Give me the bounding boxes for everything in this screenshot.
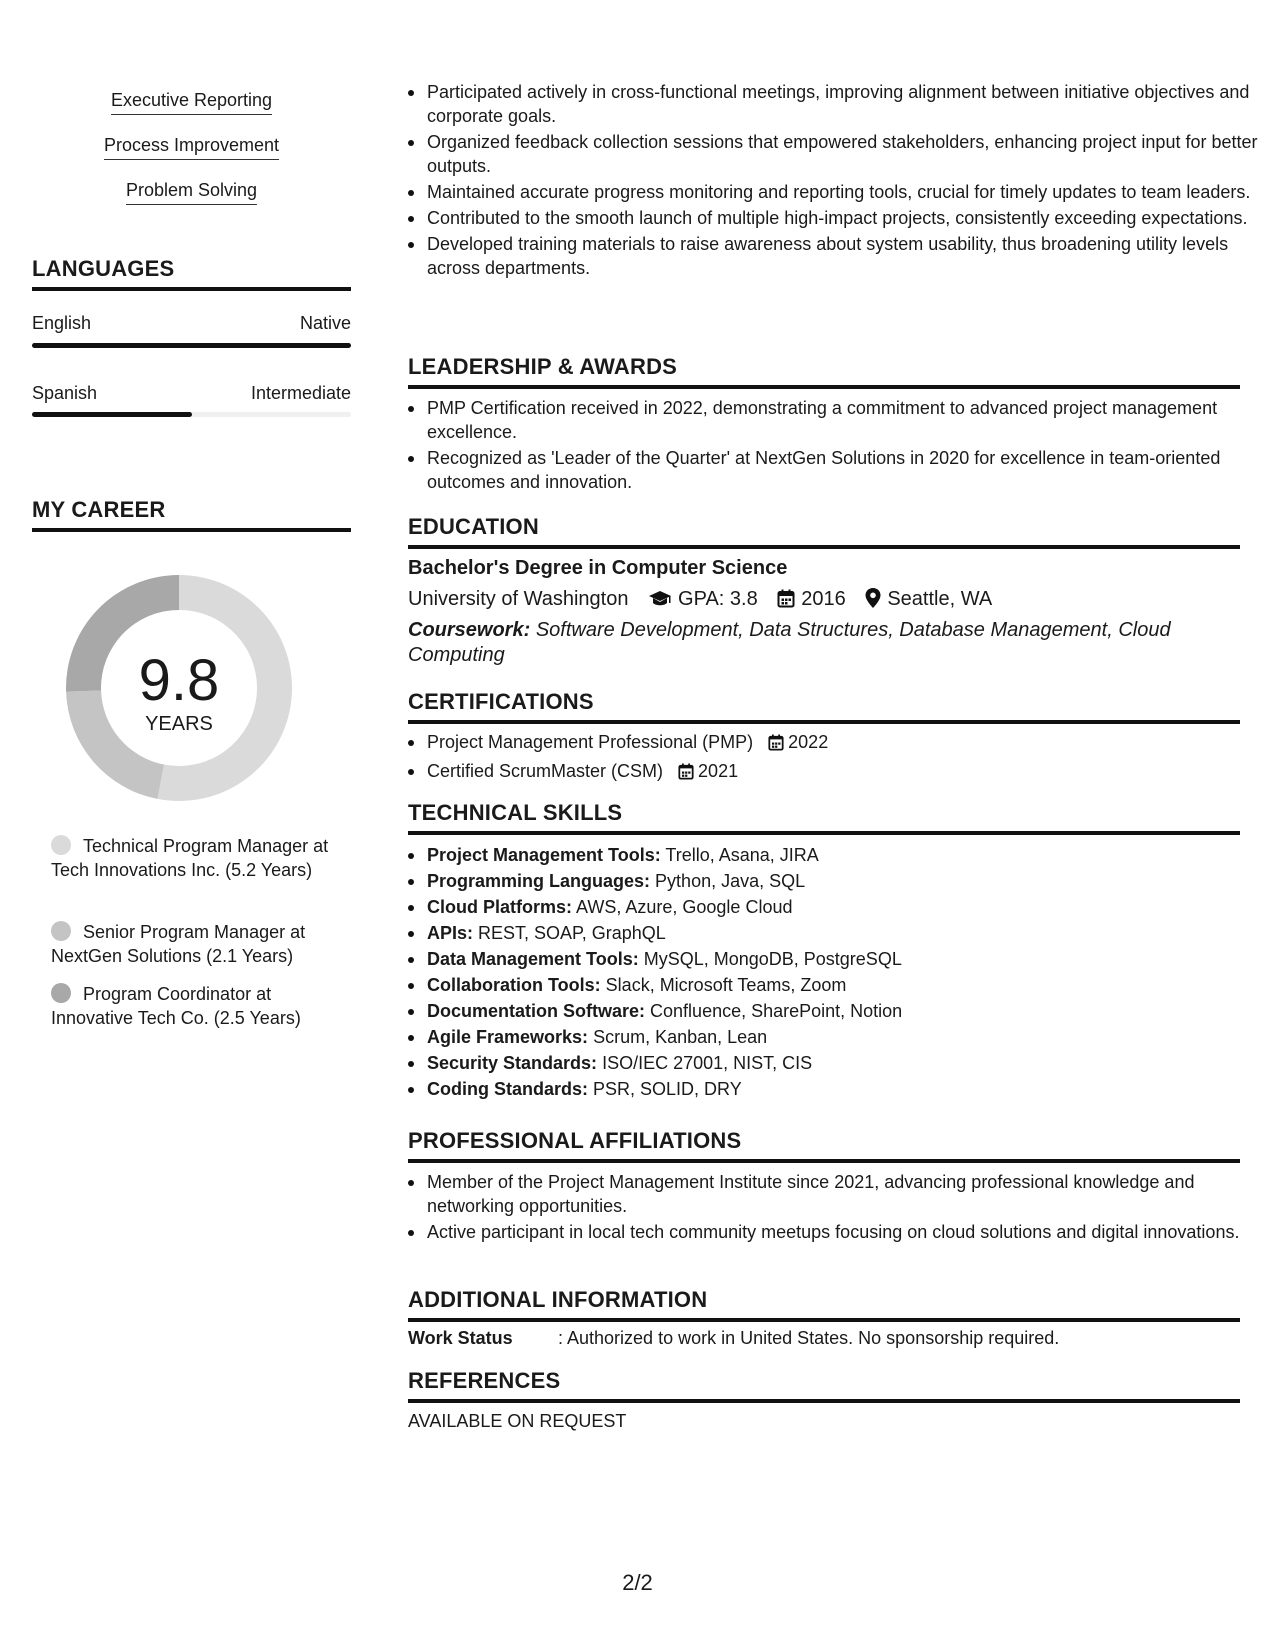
skill-process-improvement[interactable] — [32, 134, 351, 160]
certification-item — [427, 759, 1259, 786]
tech-skill-label: Agile Frameworks: — [427, 1027, 589, 1047]
tech-skill-value: Trello, Asana, JIRA — [665, 845, 819, 865]
tech-skill-item — [427, 1051, 1259, 1075]
career-donut-chart — [66, 575, 292, 801]
tech-skill-item — [427, 921, 1259, 945]
coursework-label: Coursework: — [408, 619, 531, 641]
career-legend-item — [51, 834, 341, 882]
certifications-list — [408, 730, 1259, 788]
skill-label: Executive Reporting — [111, 89, 272, 115]
tech-skill-value: AWS, Azure, Google Cloud — [576, 897, 793, 917]
experience-bullet: Participated actively in cross-functional meetings, improving alignment between initiative objectives and corporate goals. — [427, 80, 1259, 128]
work-status-value: : Authorized to work in United States. No sponsorship required. — [558, 1328, 1060, 1348]
certification-year: 2021 — [698, 761, 739, 781]
language-bar-fill — [32, 412, 192, 417]
career-legend-label: Senior Program Manager at NextGen Solutions (2.1 Years) — [51, 922, 306, 966]
references-heading: REFERENCES — [408, 1368, 1240, 1403]
calendar-icon — [678, 762, 694, 786]
legend-dot-icon — [51, 983, 71, 1003]
tech-skill-item — [427, 869, 1259, 893]
certification-name: Project Management Professional (PMP) — [427, 732, 754, 752]
education-location: Seattle, WA — [887, 588, 993, 610]
certification-name: Certified ScrumMaster (CSM) — [427, 761, 664, 781]
tech-skill-label: Security Standards: — [427, 1053, 598, 1073]
language-name: Spanish — [32, 383, 98, 403]
education-degree: Bachelor's Degree in Computer Science — [408, 557, 788, 579]
leadership-item: Recognized as 'Leader of the Quarter' at NextGen Solutions in 2020 for excellence in team-oriented outcomes and innovation. — [427, 446, 1259, 494]
language-level: Intermediate — [250, 383, 351, 403]
education-year: 2016 — [801, 588, 846, 610]
legend-dot-icon — [51, 835, 71, 855]
career-years-unit: YEARS — [145, 713, 213, 735]
certifications-heading: CERTIFICATIONS — [408, 689, 1240, 724]
calendar-icon — [777, 589, 795, 614]
career-legend-item — [51, 920, 341, 968]
skill-problem-solving[interactable] — [32, 179, 351, 205]
tech-skill-item — [427, 973, 1259, 997]
career-heading: MY CAREER — [32, 497, 351, 532]
tech-skill-label: Project Management Tools: — [427, 845, 661, 865]
skill-label: Problem Solving — [126, 179, 257, 205]
experience-bullet: Contributed to the smooth launch of multiple high-impact projects, consistently exceeding expectations. — [427, 206, 1259, 230]
tech-skill-value: ISO/IEC 27001, NIST, CIS — [602, 1053, 813, 1073]
tech-skill-item — [427, 843, 1259, 867]
calendar-icon — [768, 733, 784, 757]
affiliations-list — [408, 1170, 1259, 1246]
experience-bullet: Developed training materials to raise awareness about system usability, thus broadening utility levels across departments. — [427, 232, 1259, 280]
certification-item — [427, 730, 1259, 757]
language-bar-english — [32, 343, 351, 348]
languages-heading: LANGUAGES — [32, 256, 351, 291]
tech-skill-value: REST, SOAP, GraphQL — [478, 923, 666, 943]
career-legend-label: Program Coordinator at Innovative Tech Co. (2.5 Years) — [51, 984, 301, 1028]
tech-skill-item — [427, 947, 1259, 971]
tech-skill-label: APIs: — [427, 923, 474, 943]
career-legend-label: Technical Program Manager at Tech Innovations Inc. (5.2 Years) — [51, 836, 329, 880]
location-pin-icon — [865, 588, 881, 614]
tech-skill-label: Programming Languages: — [427, 871, 651, 891]
work-status-label: Work Status — [408, 1328, 513, 1348]
tech-skill-item — [427, 895, 1259, 919]
affiliation-item: Member of the Project Management Institute since 2021, advancing professional knowledge and networking opportunities. — [427, 1170, 1259, 1218]
education-school: University of Washington — [408, 588, 629, 610]
tech-skill-label: Data Management Tools: — [427, 949, 639, 969]
leadership-heading: LEADERSHIP & AWARDS — [408, 354, 1240, 389]
leadership-item: PMP Certification received in 2022, demonstrating a commitment to advanced project management excellence. — [427, 396, 1259, 444]
tech-skill-label: Documentation Software: — [427, 1001, 646, 1021]
tech-skill-value: Slack, Microsoft Teams, Zoom — [605, 975, 847, 995]
career-total-years: 9.8 — [138, 648, 220, 713]
technical-skills-heading: TECHNICAL SKILLS — [408, 800, 1240, 835]
experience-bullet: Organized feedback collection sessions that empowered stakeholders, enhancing project input for better outputs. — [427, 132, 1258, 176]
skill-executive-reporting[interactable] — [32, 89, 351, 115]
affiliations-heading: PROFESSIONAL AFFILIATIONS — [408, 1128, 1240, 1163]
tech-skill-value: Python, Java, SQL — [655, 871, 806, 891]
technical-skills-list — [408, 843, 1259, 1103]
tech-skill-value: Confluence, SharePoint, Notion — [650, 1001, 903, 1021]
additional-info-heading: ADDITIONAL INFORMATION — [408, 1287, 1240, 1322]
education-coursework — [408, 618, 1228, 668]
tech-skill-item — [427, 999, 1259, 1023]
tech-skill-item — [427, 1025, 1259, 1049]
tech-skill-value: Scrum, Kanban, Lean — [593, 1027, 768, 1047]
career-legend-item — [51, 982, 341, 1030]
page-number: 2/2 — [622, 1570, 653, 1595]
language-level: Native — [299, 313, 351, 333]
tech-skill-label: Cloud Platforms: — [427, 897, 573, 917]
tech-skill-item — [427, 1077, 1259, 1101]
tech-skill-label: Coding Standards: — [427, 1079, 588, 1099]
affiliation-item: Active participant in local tech community meetups focusing on cloud solutions and digital innovations. — [427, 1220, 1259, 1244]
leadership-list — [408, 396, 1259, 496]
language-bar-spanish — [32, 412, 351, 417]
education-gpa: GPA: 3.8 — [678, 588, 758, 610]
references-text: AVAILABLE ON REQUEST — [408, 1411, 627, 1431]
skill-label: Process Improvement — [104, 134, 279, 160]
graduation-cap-icon — [648, 590, 672, 614]
certification-year: 2022 — [788, 732, 829, 752]
tech-skill-label: Collaboration Tools: — [427, 975, 601, 995]
experience-bullet-list — [408, 80, 1259, 282]
tech-skill-value: PSR, SOLID, DRY — [593, 1079, 742, 1099]
language-name: English — [32, 313, 92, 333]
experience-bullet: Maintained accurate progress monitoring and reporting tools, crucial for timely updates to team leaders. — [427, 180, 1259, 204]
coursework-value: Software Development, Data Structures, Database Management, Cloud Computing — [408, 619, 1171, 666]
education-heading: EDUCATION — [408, 514, 1240, 549]
tech-skill-value: MySQL, MongoDB, PostgreSQL — [643, 949, 902, 969]
education-meta — [408, 588, 992, 614]
legend-dot-icon — [51, 921, 71, 941]
language-bar-fill — [32, 343, 351, 348]
